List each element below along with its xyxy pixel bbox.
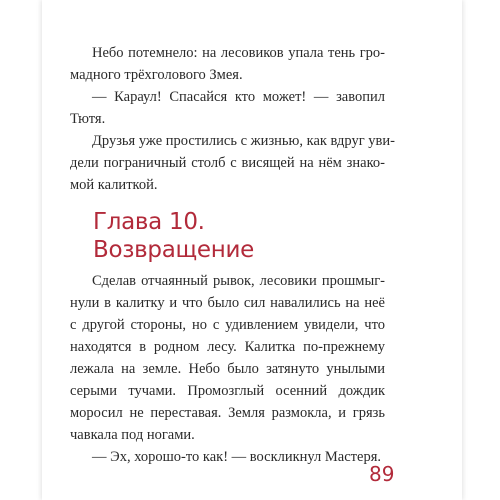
chapter-title: Возвращение xyxy=(93,237,254,263)
text-line: лежала на земле. Небо было затянуто унылыми xyxy=(70,361,385,377)
text-line: с другой стороны, но с удивлением увидели, что xyxy=(70,317,385,333)
text-line: — Эх, хорошо-то как! — воскликнул Мастеря. xyxy=(92,449,381,465)
chapter-number: Глава 10. xyxy=(93,209,205,235)
text-line: моросил не переставая. Земля размокла, и грязь xyxy=(70,405,385,421)
text-line: серыми тучами. Промозглый осенний дождик xyxy=(70,383,385,399)
text-line: дели пограничный столб с висящей на нём знако- xyxy=(70,155,385,171)
text-line: находятся в родном лесу. Калитка по-прежнему xyxy=(70,339,385,355)
text-line: Друзья уже простились с жизнью, как вдруг уви- xyxy=(92,133,395,149)
text-line: мадного трёхголового Змея. xyxy=(70,67,243,83)
text-line: Сделав отчаянный рывок, лесовики прошмыг- xyxy=(92,273,385,289)
text-line: — Караул! Спасайся кто может! — завопил xyxy=(92,89,385,105)
text-line: мой калиткой. xyxy=(70,177,158,193)
chapter-heading xyxy=(93,208,254,264)
text-block-body xyxy=(70,270,385,468)
text-line: Небо потемнело: на лесовиков упала тень гро- xyxy=(92,45,385,61)
text-line: Тютя. xyxy=(70,111,106,127)
text-block-top xyxy=(70,42,395,196)
text-line: чавкала под ногами. xyxy=(70,427,195,443)
page-number: 89 xyxy=(369,462,395,486)
text-line: нули в калитку и что было сил навалились на неё xyxy=(70,295,385,311)
